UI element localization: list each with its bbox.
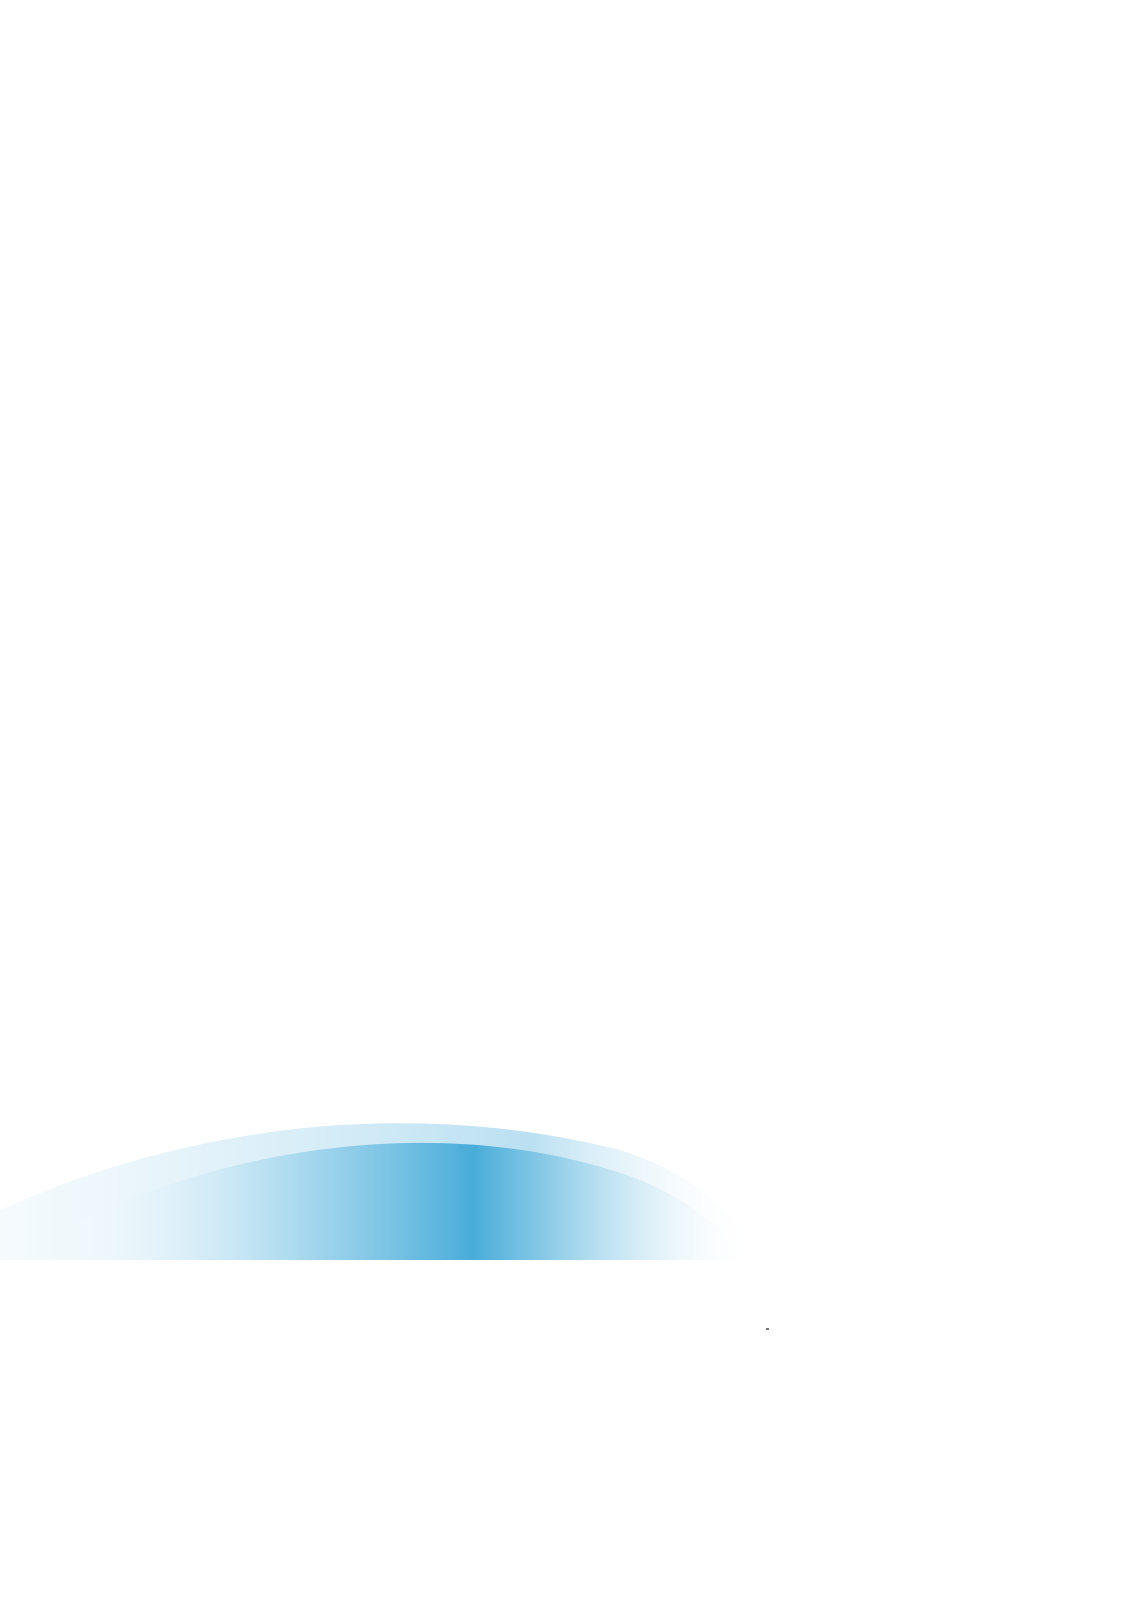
scan-speck bbox=[766, 1328, 769, 1330]
blue-wave-decoration bbox=[0, 1060, 1121, 1300]
